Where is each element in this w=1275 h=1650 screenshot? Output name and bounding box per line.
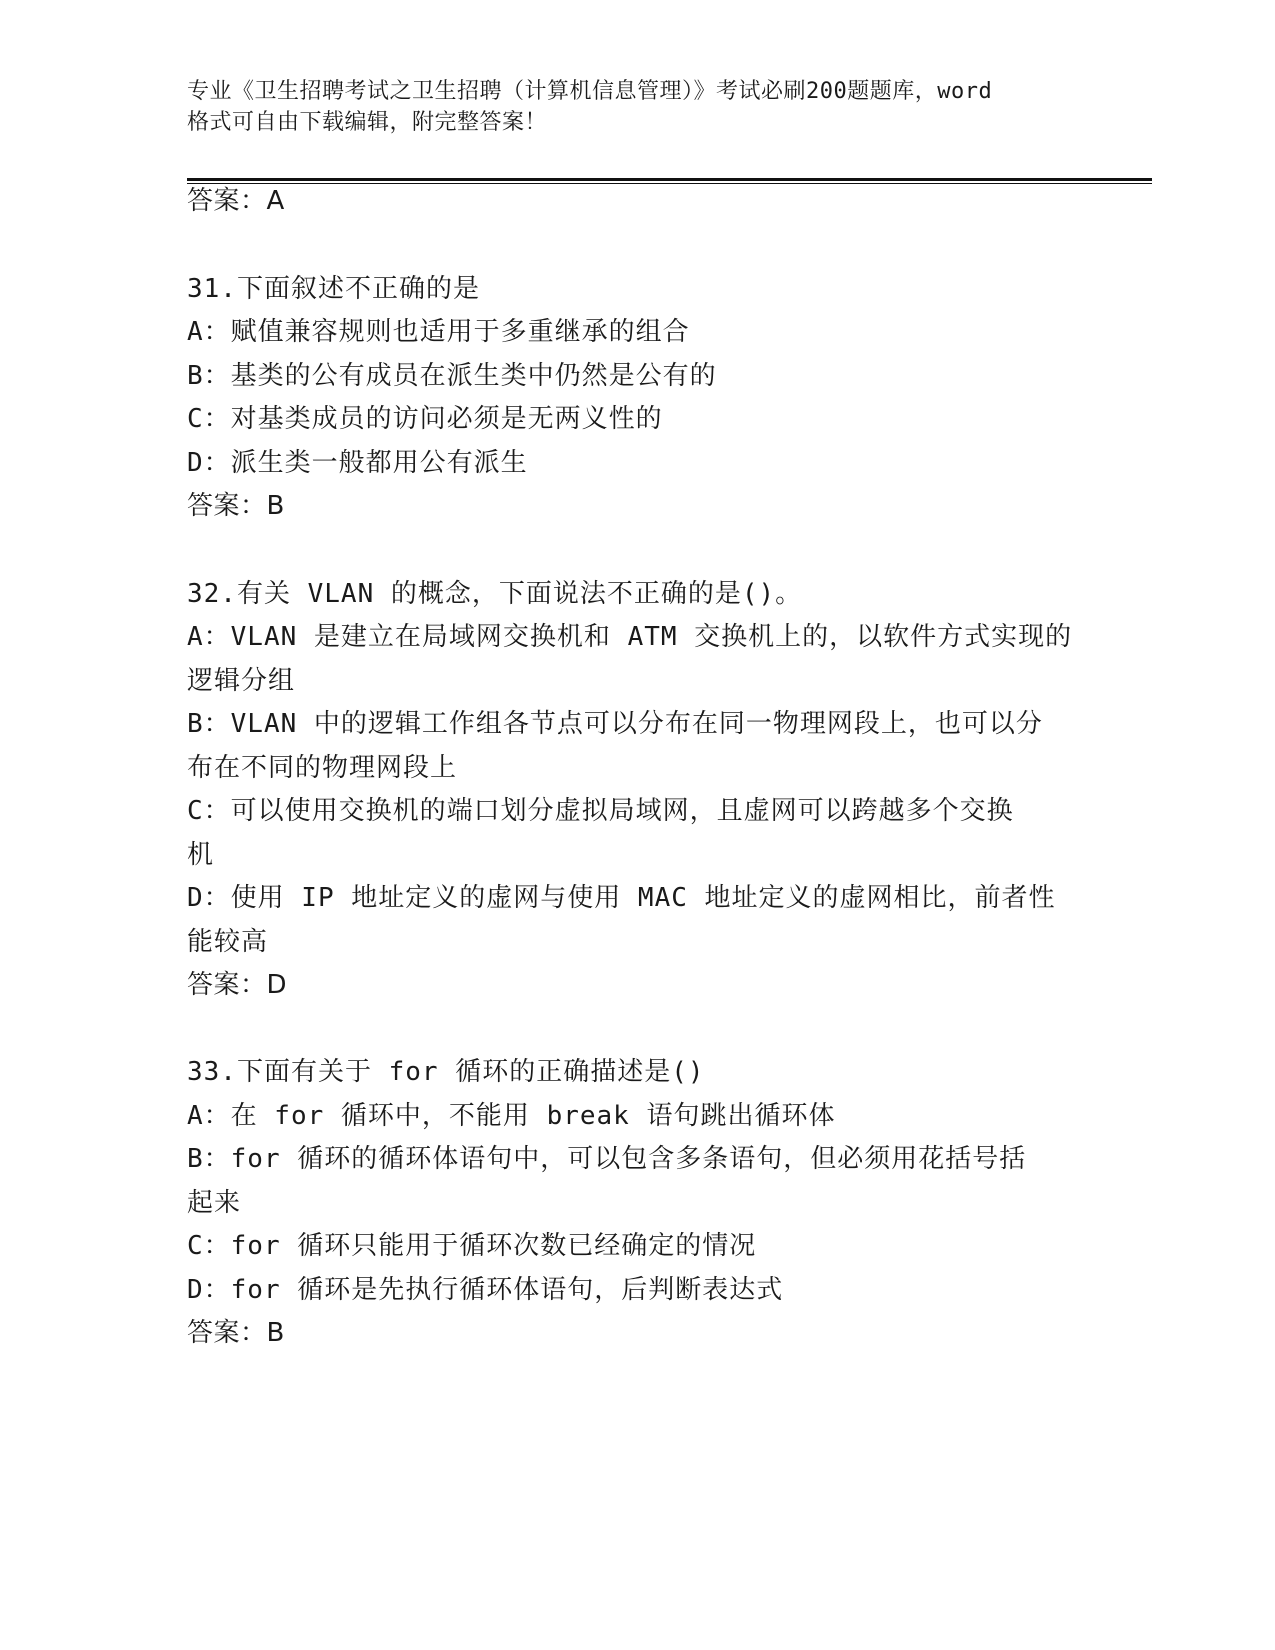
header-line-1: 专业《卫生招聘考试之卫生招聘（计算机信息管理）》考试必刷200题题库，word: [187, 79, 993, 104]
question-31-option-a: A：赋值兼容规则也适用于多重继承的组合: [187, 317, 690, 347]
question-33-option-d: D：for 循环是先执行循环体语句，后判断表达式: [187, 1275, 784, 1305]
question-32-option-d-cont: 能较高: [187, 927, 269, 957]
question-33-option-c: C：for 循环只能用于循环次数已经确定的情况: [187, 1231, 757, 1261]
question-31-option-d: D：派生类一般都用公有派生: [187, 448, 528, 478]
header-divider-thick: [187, 178, 1152, 181]
question-33-option-a: A：在 for 循环中，不能用 break 语句跳出循环体: [187, 1101, 836, 1131]
question-32-option-d: D：使用 IP 地址定义的虚网与使用 MAC 地址定义的虚网相比，前者性: [187, 883, 1056, 913]
question-31-answer: 答案：B: [187, 491, 285, 521]
answer-prev: 答案：A: [187, 186, 285, 216]
question-33-answer: 答案：B: [187, 1318, 285, 1348]
question-33-stem: 33.下面有关于 for 循环的正确描述是(): [187, 1057, 705, 1087]
question-32-option-b-cont: 布在不同的物理网段上: [187, 753, 458, 783]
question-32-answer: 答案：D: [187, 970, 288, 1000]
question-32-option-a: A：VLAN 是建立在局域网交换机和 ATM 交换机上的，以软件方式实现的: [187, 622, 1073, 652]
question-31-option-b: B：基类的公有成员在派生类中仍然是公有的: [187, 361, 717, 391]
question-32-option-a-cont: 逻辑分组: [187, 666, 296, 696]
question-33-option-b: B：for 循环的循环体语句中，可以包含多条语句，但必须用花括号括: [187, 1144, 1027, 1174]
document-header: [187, 76, 1087, 138]
question-32-option-b: B：VLAN 中的逻辑工作组各节点可以分布在同一物理网段上，也可以分: [187, 709, 1043, 739]
question-32-option-c: C：可以使用交换机的端口划分虚拟局域网，且虚网可以跨越多个交换: [187, 796, 1014, 826]
header-divider-thin: [187, 183, 1152, 184]
question-31-option-c: C：对基类成员的访问必须是无两义性的: [187, 404, 663, 434]
question-32-option-c-cont: 机: [187, 840, 215, 870]
question-32-stem: 32.有关 VLAN 的概念，下面说法不正确的是()。: [187, 579, 803, 609]
header-line-2: 格式可自由下载编辑，附完整答案！: [187, 110, 548, 135]
question-33-option-b-cont: 起来: [187, 1188, 242, 1218]
question-31-stem: 31.下面叙述不正确的是: [187, 274, 480, 304]
